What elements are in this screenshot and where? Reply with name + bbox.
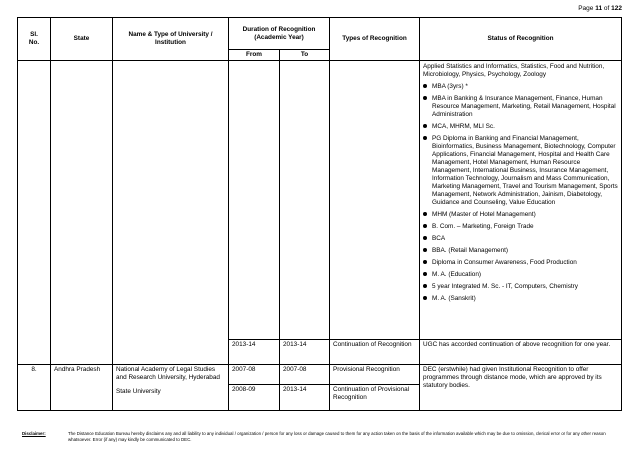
cell-empty — [229, 61, 280, 340]
disclaimer — [22, 431, 622, 444]
list-item: M. A. (Education) — [423, 271, 618, 279]
header-name: Name & Type of University / Institution — [113, 18, 229, 61]
list-item: Applied Statistics and Informatics, Statistics, Food and Nutrition, Microbiology, Physics, Psychology, Zoology — [423, 63, 605, 78]
list-item: MBA (3yrs) * — [423, 83, 618, 91]
list-item: M. A. (Sanskrit) — [423, 295, 618, 303]
bullet-icon — [423, 136, 427, 140]
bullet-icon — [423, 272, 427, 276]
cell-empty — [51, 61, 113, 365]
header-sl: Sl. No. — [18, 18, 51, 61]
list-item: BCA — [423, 235, 618, 243]
list-item: MCA, MHRM, MLI Sc. — [423, 123, 618, 131]
disclaimer-text: The Distance Education Bureau hereby disclaims any and all liability to any individual / organization / person for any loss or damage caused to them for any action taken on the basis of the information available which may be due to omission, clerical error or for any other reason whatsoever. Error (if any) may kindly be communicated to DEC. — [68, 431, 606, 443]
header-status: Status of Recognition — [420, 18, 622, 61]
row8-r1-from: 2007-08 — [229, 365, 280, 385]
row8-sl: 8. — [18, 365, 51, 411]
row8-status: DEC (erstwhile) had given Institutional Recognition to offer programmes through distance mode, which are approved by its statutory bodies. — [420, 365, 622, 411]
cell-empty — [18, 61, 51, 365]
header-to: To — [280, 50, 330, 61]
bullet-icon — [423, 84, 427, 88]
header-types: Types of Recognition — [330, 18, 420, 61]
header-from: From — [229, 50, 280, 61]
page-total: 122 — [611, 5, 622, 12]
row8-r2-type: Continuation of Provisional Recognition — [330, 385, 420, 411]
bullet-icon — [423, 296, 427, 300]
row8-name — [113, 365, 229, 411]
list-item: 5 year Integrated M. Sc. - IT, Computers, Chemistry — [423, 283, 618, 291]
bullet-icon — [423, 236, 427, 240]
recognition-table — [17, 17, 622, 411]
page-current: 11 — [595, 5, 603, 12]
bullet-icon — [423, 124, 427, 128]
continuation-from: 2013-14 — [229, 340, 280, 365]
list-item: B. Com. – Marketing, Foreign Trade — [423, 223, 618, 231]
cell-empty — [280, 61, 330, 340]
row8-r1-to: 2007-08 — [280, 365, 330, 385]
header-duration: Duration of Recognition (Academic Year) — [229, 18, 330, 50]
header-state: State — [51, 18, 113, 61]
disclaimer-label: Disclaimer: — [22, 431, 46, 436]
cell-empty — [113, 61, 229, 365]
bullet-icon — [423, 284, 427, 288]
list-item: PG Diploma in Banking and Financial Management, Bioinformatics, Business Management, Biotechnology, Computer Applications, Financial Management, Hospital and Health Care Management, Hotel Management, Human Resource Management, International Business, Insurance Management, Information Technology, Journalism and Mass Communication, Marketing Management, Travel and Tourism Management, Sports Management, Network Administration, Jainism, Diabetology, Guidance and Counseling, Value Education — [423, 135, 618, 207]
page-prefix: Page — [578, 5, 594, 12]
cell-empty — [330, 61, 420, 340]
bullet-icon — [423, 212, 427, 216]
row8-state: Andhra Pradesh — [51, 365, 113, 411]
list-item: MBA in Banking & Insurance Management, Finance, Human Resource Management, Marketing, Retail Management, Hospital Administration — [423, 95, 618, 119]
page-sep: of — [603, 5, 610, 12]
row8-r2-to: 2013-14 — [280, 385, 330, 411]
list-item: Diploma in Consumer Awareness, Food Production — [423, 259, 618, 267]
bullet-icon — [423, 224, 427, 228]
row8-r1-type: Provisional Recognition — [330, 365, 420, 385]
institution-type: State University — [116, 388, 161, 395]
list-item: BBA. (Retail Management) — [423, 247, 618, 255]
continuation-to: 2013-14 — [280, 340, 330, 365]
continuation-type: Continuation of Recognition — [330, 340, 420, 365]
list-item: MHM (Master of Hotel Management) — [423, 211, 618, 219]
status-programmes-cell — [420, 61, 622, 340]
row8-r2-from: 2008-09 — [229, 385, 280, 411]
bullet-icon — [423, 260, 427, 264]
programme-list — [423, 63, 618, 303]
bullet-icon — [423, 248, 427, 252]
continuation-status: UGC has accorded continuation of above recognition for one year. — [420, 340, 622, 365]
bullet-icon — [423, 96, 427, 100]
page-number — [578, 5, 622, 12]
institution-name: National Academy of Legal Studies and Research University, Hyderabad — [116, 366, 220, 381]
